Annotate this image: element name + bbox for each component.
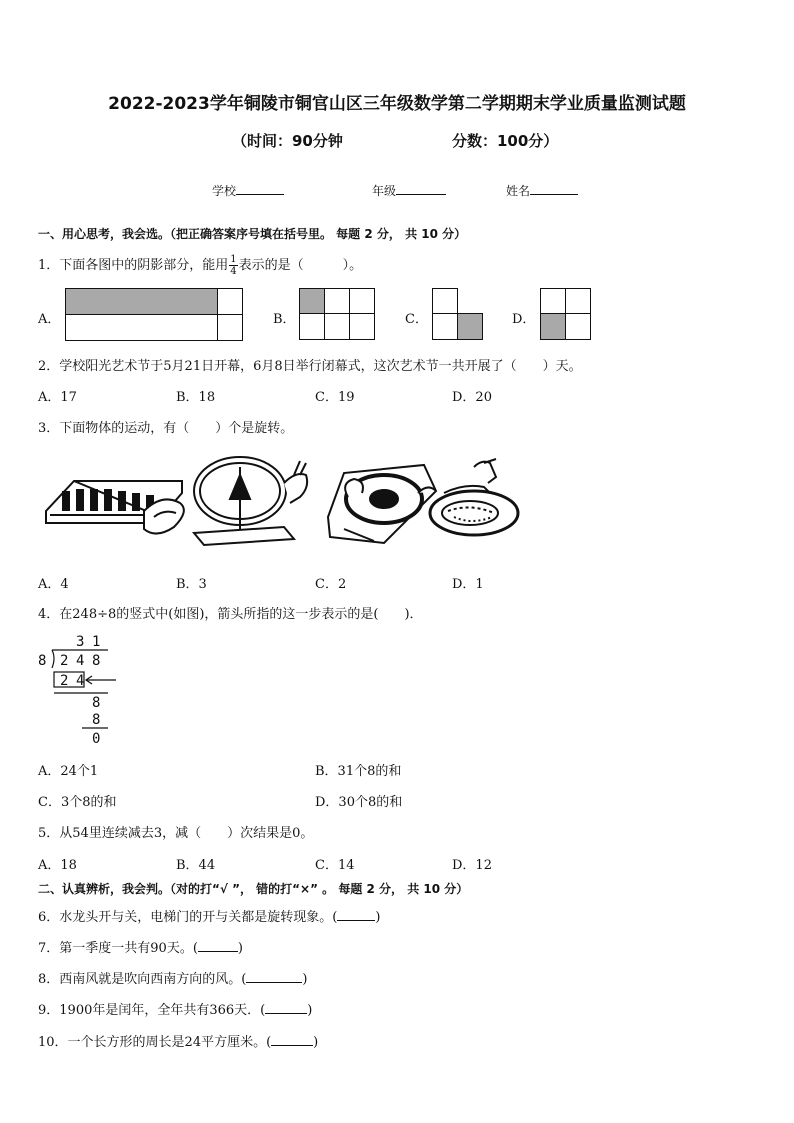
q2-option-b[interactable]: B．18 [176,390,216,405]
figure-b-cell [299,313,325,340]
name-label: 姓名 [506,184,531,198]
quotient-digit: 3 [76,634,85,650]
q3-option-a[interactable]: A．4 [38,577,69,592]
figure-d-cell [565,288,591,314]
grade-blank[interactable] [396,182,446,195]
q1-option-b-label[interactable]: B． [273,312,296,327]
q1-option-a-label[interactable]: A． [38,312,61,327]
q3-option-b[interactable]: B．3 [176,577,207,592]
q1-prefix: 1．下面各图中的阴影部分，能用 [38,258,229,273]
section2-heading: 二、认真辨析，我会判。（对的打“√ ”， 错的打“×” 。 每题 2 分， 共 10 分） [38,882,469,896]
q4-option-a[interactable]: A．24个1 [38,764,99,779]
grade-label: 年级 [372,184,397,198]
question-9: 9．1900年是闰年，全年共有366天．( ) [38,1003,313,1018]
q2-option-a[interactable]: A．17 [38,390,77,405]
answer-blank[interactable] [246,970,302,983]
dividend-digit: 2 [60,653,69,669]
figure-d-cell [540,288,566,314]
figure-b-cell [324,313,350,340]
name-field[interactable] [506,182,578,199]
q4-option-d[interactable]: D．30个8的和 [315,795,403,810]
question-4: 4．在248÷8的竖式中(如图)，箭头所指的这一步表示的是( )． [38,607,423,622]
rotation-objects-illustration [44,453,524,549]
question-6: 6．水龙头开与关，电梯门的开与关都是旋转现象。( ) [38,910,381,925]
question-10: 10．一个长方形的周长是24平方厘米。( ) [38,1035,319,1050]
figure-d-cell-shaded [540,313,566,340]
q5-option-d[interactable]: D．12 [452,858,492,873]
question-5: 5．从54里连续减去3，减（ ）次结果是0。 [38,826,314,841]
dividend-digit: 8 [92,653,101,669]
fraction-one-quarter: $\frac{1}{4}$ [230,254,237,277]
section1-heading: 一、用心思考，我会选。（把正确答案序号填在括号里。 每题 2 分， 共 10 分） [38,227,467,241]
grade-field[interactable] [372,182,446,199]
abacus-icon [46,481,184,534]
division-lines [36,646,120,736]
q1-suffix: 表示的是（ ）。 [238,258,363,273]
answer-blank[interactable] [337,908,375,921]
q5-option-c[interactable]: C．14 [315,858,355,873]
exam-score: 分数：100分） [452,132,559,150]
step1-digit: 4 [76,673,85,689]
globe-icon [194,457,307,545]
question-1 [38,254,362,277]
q2-option-c[interactable]: C．19 [315,390,355,405]
question-7: 7．第一季度一共有90天。( ) [38,941,243,956]
quotient-digit: 1 [92,634,101,650]
q5-option-a[interactable]: A．18 [38,858,77,873]
figure-c-cell [432,313,458,340]
exam-time: （时间：90分钟 [232,132,343,150]
answer-blank[interactable] [271,1033,313,1046]
q1-option-d-label[interactable]: D． [512,312,536,327]
q2-option-d[interactable]: D．20 [452,390,492,405]
figure-a-cell [65,314,218,341]
question-3: 3．下面物体的运动，有（ ）个是旋转。 [38,421,294,436]
figure-d-cell [565,313,591,340]
figure-b-cell [349,313,375,340]
name-blank[interactable] [530,182,578,195]
school-label: 学校 [212,184,237,198]
figure-c-cell [432,288,458,314]
figure-b-cell [324,288,350,314]
school-field[interactable] [212,182,284,199]
divisor: 8 [38,653,47,669]
step3-digit: 8 [92,712,101,728]
school-blank[interactable] [236,182,284,195]
question-8: 8．西南风就是吹向西南方向的风。( ) [38,972,308,987]
figure-a-cell [217,288,243,315]
remainder-digit: 0 [92,731,101,747]
q4-option-c[interactable]: C．3个8的和 [38,795,117,810]
q3-option-c[interactable]: C．2 [315,577,347,592]
figure-c-cell-shaded [457,313,483,340]
step2-digit: 8 [92,695,101,711]
figure-a-cell [217,314,243,341]
answer-blank[interactable] [198,939,238,952]
q3-option-d[interactable]: D．1 [452,577,484,592]
page-title: 2022-2023学年铜陵市铜官山区三年级数学第二学期期末学业质量监测试题 [108,94,686,114]
steering-wheel-icon [328,465,436,543]
q1-option-c-label[interactable]: C． [405,312,428,327]
step1-digit: 2 [60,673,69,689]
question-2: 2．学校阳光艺术节于5月21日开幕，6月8日举行闭幕式，这次艺术节一共开展了（ ）天。 [38,359,582,374]
faucet-icon [430,459,518,535]
q4-option-b[interactable]: B．31个8的和 [315,764,402,779]
dividend-digit: 4 [76,653,85,669]
figure-a-cell-shaded [65,288,218,315]
answer-blank[interactable] [265,1001,307,1014]
figure-b-cell-shaded [299,288,325,314]
q5-option-b[interactable]: B．44 [176,858,216,873]
figure-b-cell [349,288,375,314]
